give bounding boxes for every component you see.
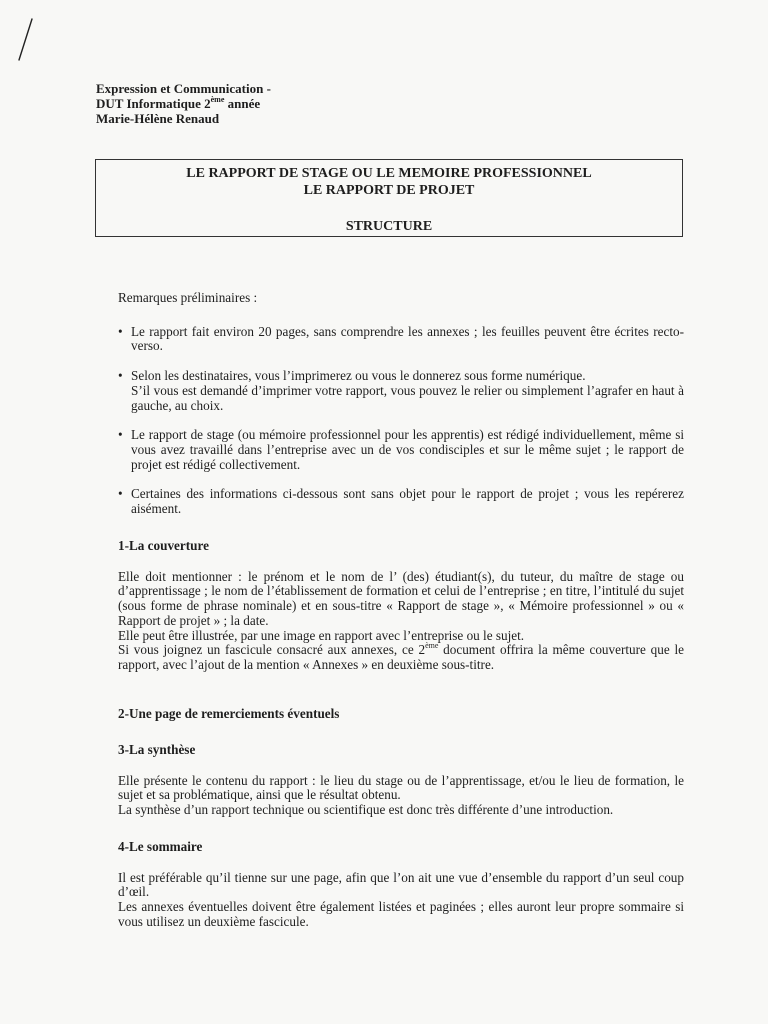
title-line-1: LE RAPPORT DE STAGE OU LE MEMOIRE PROFESSIONNEL [186,166,592,181]
intro-label: Remarques préliminaires : [118,290,258,305]
list-item: • Certaines des informations ci-dessous sont sans objet pour le rapport de projet ; vous les repérerez aisément. [118,486,684,517]
section-sommaire [118,839,684,930]
pen-mark-icon [10,16,40,66]
title-line-2: LE RAPPORT DE PROJET [303,183,475,198]
document-body [118,291,684,930]
section-heading: 2-Une page de remerciements éventuels [118,705,340,721]
bullet-icon: • [118,486,123,502]
title-box [95,159,683,237]
section-heading: 4-Le sommaire [118,838,203,854]
section-couverture [118,538,684,673]
bullet-icon: • [118,427,123,443]
course-name: Expression et Communication - [96,81,271,96]
author-name: Marie-Hélène Renaud [96,111,220,126]
bullet-icon: • [118,368,123,384]
bullet-icon: • [118,323,123,339]
document-header [96,81,271,126]
list-item: • Le rapport fait environ 20 pages, sans comprendre les annexes ; les feuilles peuvent être écrites recto-verso. [118,323,684,354]
list-item: • Selon les destinataires, vous l’imprimerez ou vous le donnerez sous forme numérique. S’il vous est demandé d’imprimer votre rapport, vous pouvez le relier ou simplement l’agrafer en haut à gauche, au choix. [118,368,684,413]
section-paragraph: Elle doit mentionner : le prénom et le nom de l’ (des) étudiant(s), du tuteur, du maître de stage ou d’apprentissage ; le nom de l’établissement de formation et celui de l’entreprise ; en titre, l’intitulé du sujet (sous forme de phrase nominale) et en sous-titre « Rapport de stage », « Mémoire professionnel » ou « Rapport de projet » ; la date. Elle peut être illustrée, par une image en rapport avec l’entreprise ou le sujet. Si vous joignez un fascicule consacré aux annexes, ce 2ème document offrira la même couverture que le rapport, avec l’ajout de la mention « Annexes » en deuxième sous-titre. [118,568,684,672]
section-paragraph: Il est préférable qu’il tienne sur une page, afin que l’on ait une vue d’ensemble du rapport d’un seul coup d’œil. Les annexes éventuelles doivent être également listées et paginées ; elles auront leur propre sommaire si vous utilisez un deuxième fascicule. [118,869,684,929]
list-item: • Le rapport de stage (ou mémoire professionnel pour les apprentis) est rédigé individuellement, même si vous avez travaillé dans l’entreprise avec un de vos condisciples et sur le même sujet ; le rapport de projet est rédigé collectivement. [118,427,684,472]
section-heading: 1-La couverture [118,537,209,553]
section-remerciements [118,706,684,721]
section-synthese [118,742,684,818]
preliminary-remarks-list [118,325,684,517]
section-paragraph: Elle présente le contenu du rapport : le lieu du stage ou de l’apprentissage, et/ou le lieu de formation, le sujet et sa problématique, ainsi que le résultat obtenu. La synthèse d’un rapport technique ou scientifique est donc très différente d’une introduction. [118,772,684,818]
title-structure: STRUCTURE [345,219,433,234]
program-name: DUT Informatique 2ème année [96,95,261,111]
section-heading: 3-La synthèse [118,741,196,757]
